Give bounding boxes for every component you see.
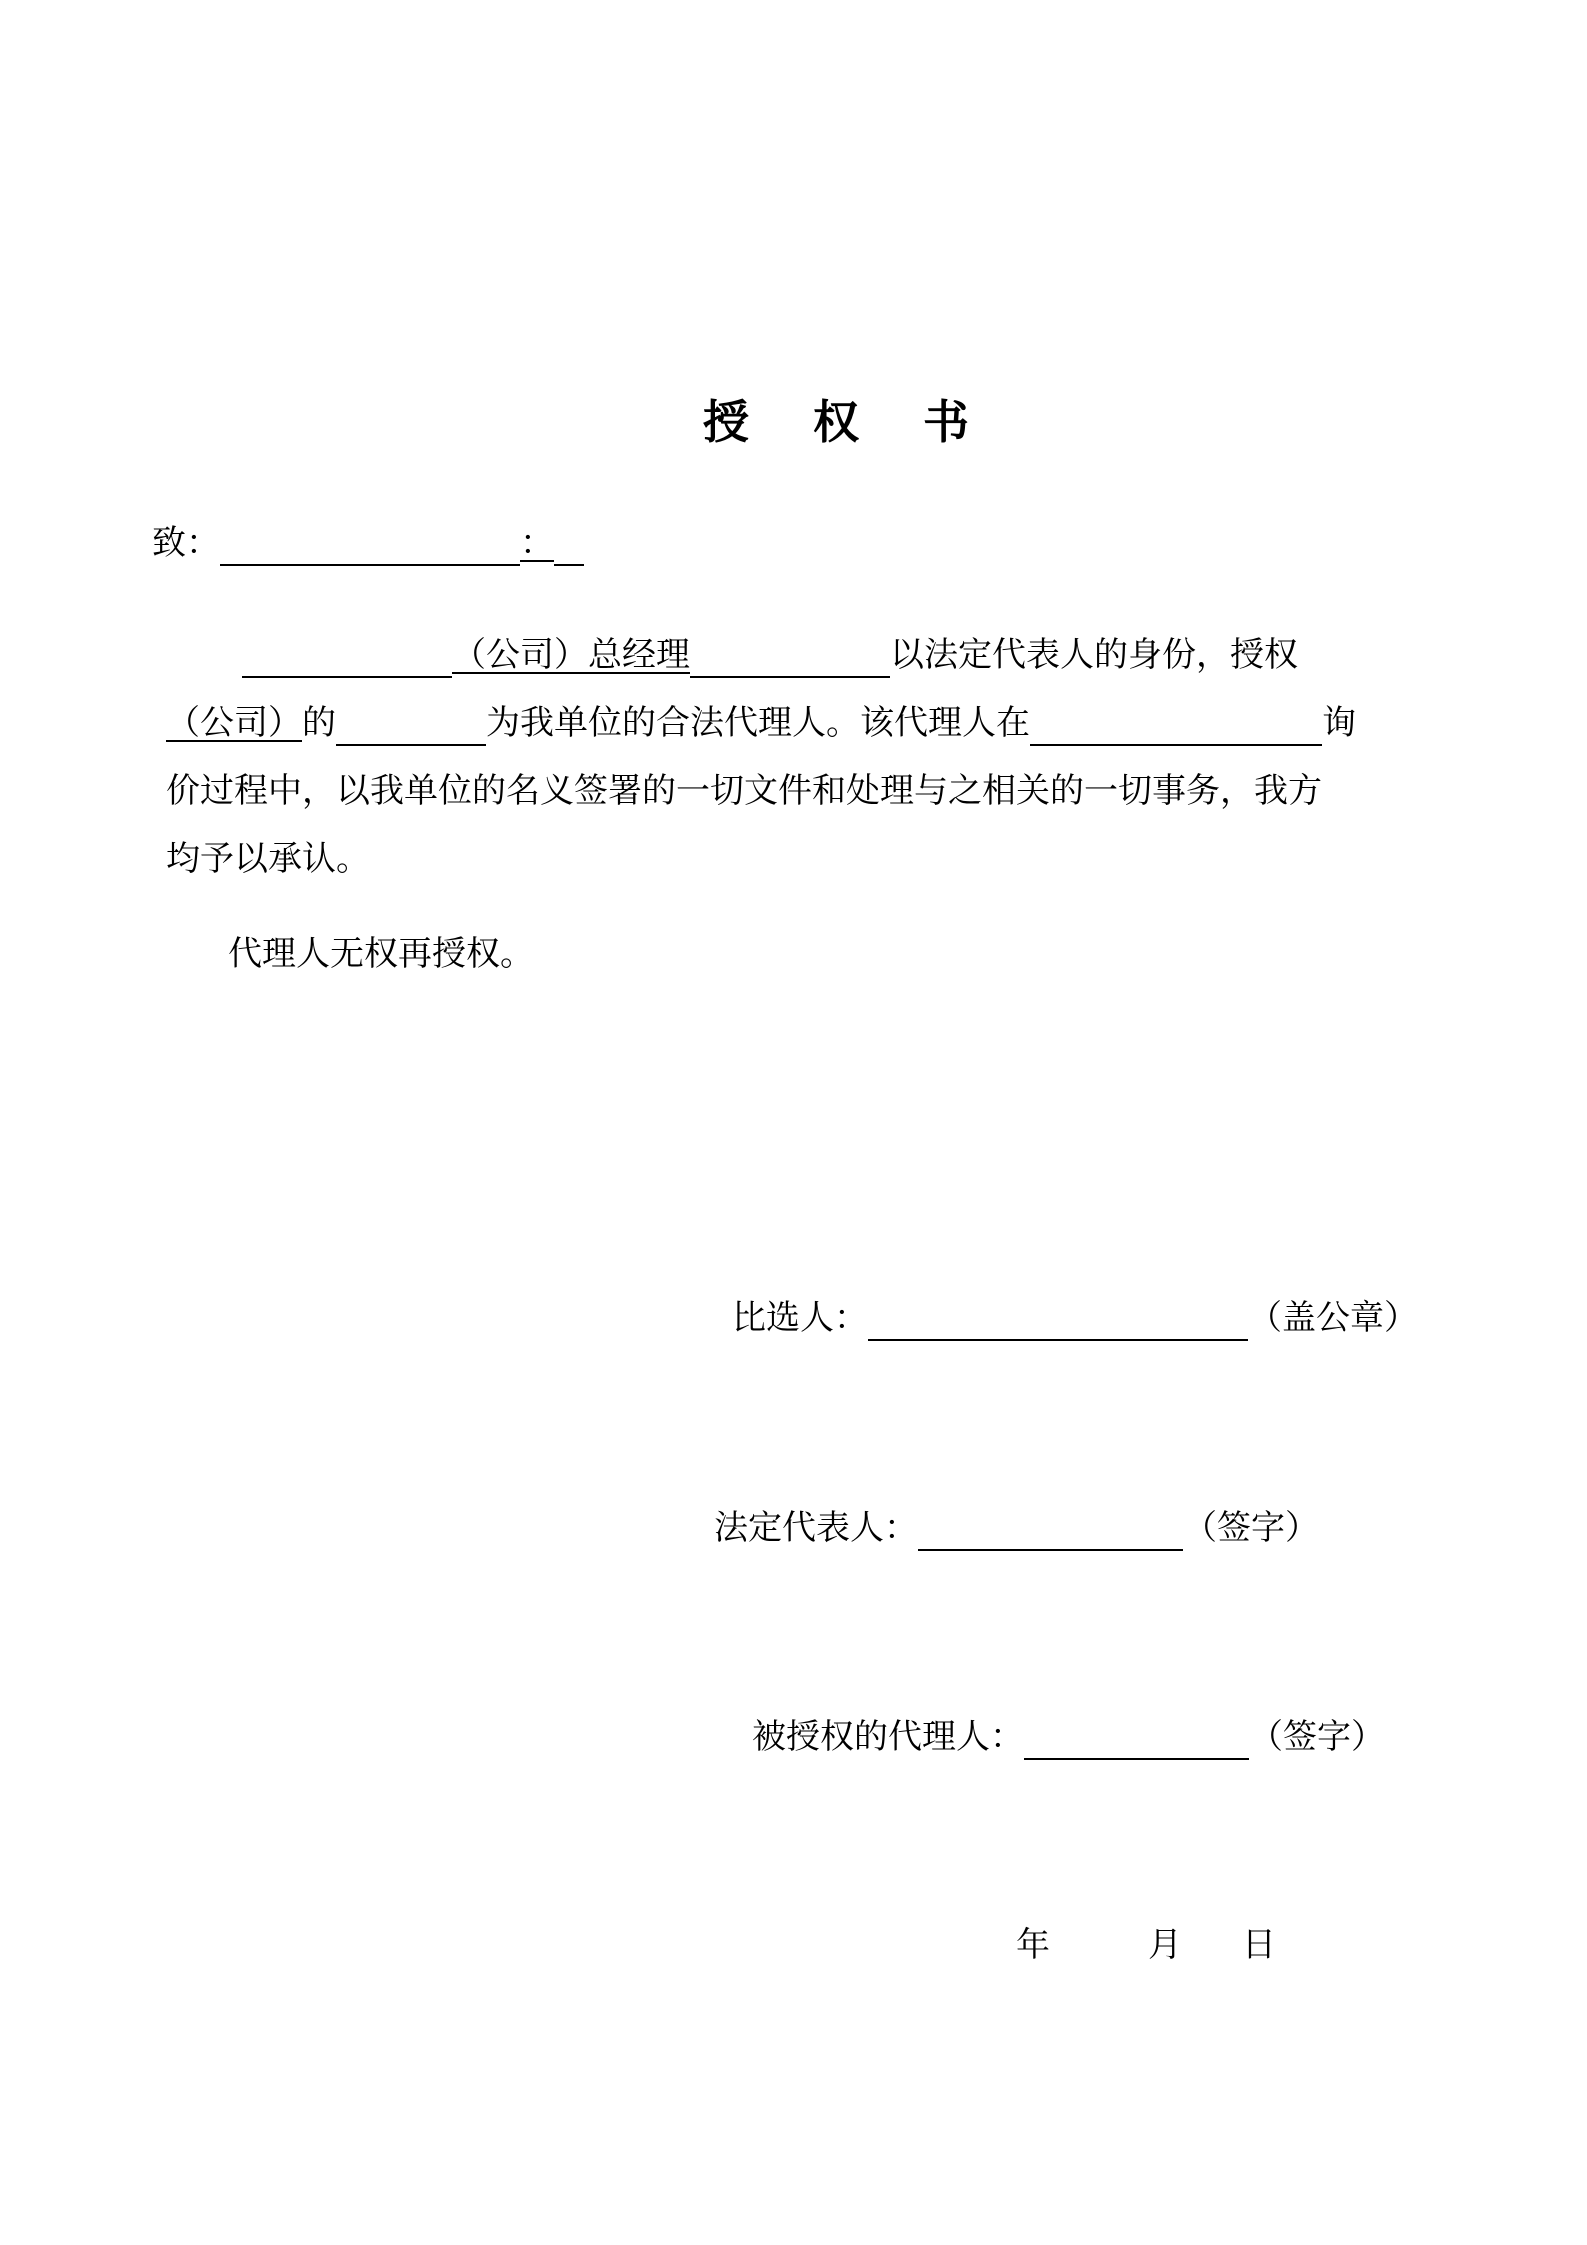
bidder-label: 比选人： xyxy=(732,1298,868,1338)
recipient-line xyxy=(152,520,584,566)
de-text: 的 xyxy=(302,703,336,743)
agent-name-blank[interactable] xyxy=(336,706,486,746)
no-sub-authorization-text: 代理人无权再授权。 xyxy=(228,934,534,974)
company-manager-text: （公司）总经理 xyxy=(452,635,690,675)
project-blank[interactable] xyxy=(1030,706,1322,746)
body-line-4: 均予以承认。 xyxy=(166,839,370,879)
agent-note: （签字） xyxy=(1249,1717,1385,1757)
date-year: 年 xyxy=(1016,1925,1050,1965)
manager-name-blank[interactable] xyxy=(690,638,890,678)
body-line-1 xyxy=(242,632,1298,678)
company-blank-1[interactable] xyxy=(242,638,452,678)
recipient-label: 致： xyxy=(152,523,220,563)
bidder-note: （盖公章） xyxy=(1248,1298,1418,1338)
bidder-signature-line xyxy=(732,1295,1418,1341)
page-title: 授 权 书 xyxy=(703,395,994,449)
legal-rep-note: （签字） xyxy=(1183,1508,1319,1548)
line1-rest-text: 以法定代表人的身份，授权 xyxy=(890,635,1298,675)
bidder-blank[interactable] xyxy=(868,1301,1248,1341)
date-month: 月 xyxy=(1148,1925,1182,1965)
date-day: 日 xyxy=(1242,1925,1276,1965)
company-text-2: （公司） xyxy=(166,703,302,743)
agent-signature-blank[interactable] xyxy=(1024,1720,1249,1760)
agent-label: 被授权的代理人： xyxy=(752,1717,1024,1757)
body-line-3: 价过程中，以我单位的名义签署的一切文件和处理与之相关的一切事务，我方 xyxy=(166,771,1322,811)
body-line-2 xyxy=(166,700,1356,746)
recipient-blank-tail xyxy=(554,526,584,566)
line2-rest-text: 为我单位的合法代理人。该代理人在 xyxy=(486,703,1030,743)
line2-end-text: 询 xyxy=(1322,703,1356,743)
recipient-colon: ： xyxy=(520,523,554,563)
legal-rep-signature-line xyxy=(714,1505,1319,1551)
agent-signature-line xyxy=(752,1714,1385,1760)
legal-rep-blank[interactable] xyxy=(918,1511,1183,1551)
recipient-blank[interactable] xyxy=(220,526,520,566)
legal-rep-label: 法定代表人： xyxy=(714,1508,918,1548)
